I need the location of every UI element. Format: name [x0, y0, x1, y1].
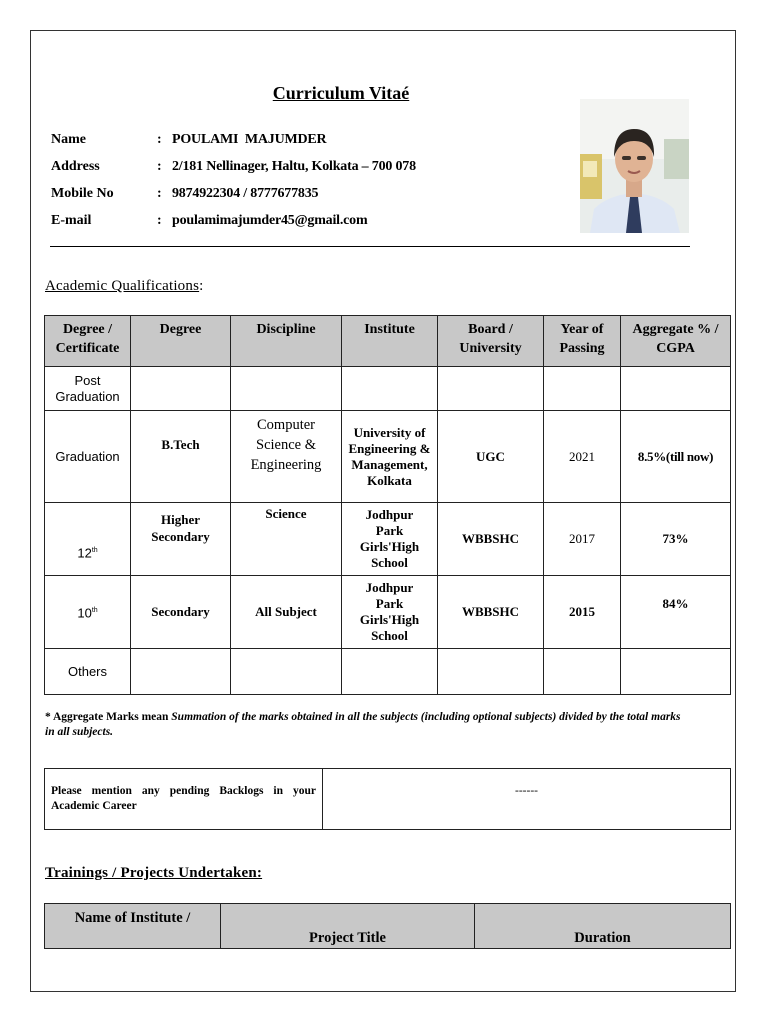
trainings-table [44, 903, 731, 949]
cell-level-suffix: th [91, 606, 98, 614]
cell-year [544, 649, 621, 695]
cell-aggregate [621, 367, 731, 411]
cell-level-suffix: th [91, 546, 98, 554]
mobile-label: Mobile No [51, 186, 114, 201]
academic-heading-text: Academic Qualifications [45, 278, 200, 294]
colon: : [157, 186, 162, 201]
cell-aggregate [621, 649, 731, 695]
trainings-heading: Trainings / Projects Undertaken: [45, 865, 263, 881]
cell-board [438, 649, 544, 695]
cell-degree: B.Tech [131, 411, 231, 503]
cell-board: UGC [438, 411, 544, 503]
address-value: 2/181 Nellinager, Haltu, Kolkata – 700 078 [172, 159, 416, 174]
mobile-value: 9874922304 / 8777677835 [172, 186, 319, 201]
academic-header-row [45, 316, 731, 367]
cell-board: WBBSHC [438, 576, 544, 649]
cell-institute: Jodhpur Park Girls'High School [342, 576, 438, 649]
cell-degree: Secondary [131, 576, 231, 649]
table-row [45, 411, 731, 503]
cell-degree [131, 649, 231, 695]
col-header-institute: Institute [342, 316, 438, 367]
table-row [45, 503, 731, 576]
footnote-star: * [45, 711, 51, 723]
cell-institute [342, 367, 438, 411]
aggregate-footnote [45, 710, 685, 740]
cell-level [45, 576, 131, 649]
academic-heading-colon: : [199, 278, 204, 294]
cell-institute: University of Engineering & Management, Kolkata [342, 411, 438, 503]
cell-year: 2021 [544, 411, 621, 503]
backlog-answer: ------ [323, 769, 731, 830]
col-header-year: Year of Passing [544, 316, 621, 367]
footnote-italic-text: Summation of the marks obtained in all the subjects (including optional subjects) divided by the total marks in all subjects. [45, 711, 681, 738]
backlog-table [44, 768, 731, 830]
cell-discipline [231, 367, 342, 411]
cell-institute: Jodhpur Park Girls'High School [342, 503, 438, 576]
colon: : [157, 213, 162, 228]
cell-degree [131, 367, 231, 411]
col-header-project-title: Project Title [221, 904, 475, 949]
cell-aggregate: 8.5%(till now) [621, 411, 731, 503]
cell-level: Others [45, 649, 131, 695]
cell-discipline: Science [231, 503, 342, 576]
academic-table [44, 315, 731, 695]
col-header-duration: Duration [475, 904, 731, 949]
cell-institute [342, 649, 438, 695]
col-header-aggregate: Aggregate % / CGPA [621, 316, 731, 367]
cell-level-number: 12 [77, 545, 92, 560]
backlog-question: Please mention any pending Backlogs in your Academic Career [45, 769, 323, 830]
colon: : [157, 159, 162, 174]
cell-level [45, 503, 131, 576]
cell-level: Graduation [45, 411, 131, 503]
cell-level: Post Graduation [45, 367, 131, 411]
colon: : [157, 132, 162, 147]
col-header-degree: Degree [131, 316, 231, 367]
cell-aggregate: 84% [621, 576, 731, 649]
profile-photo [580, 99, 689, 233]
cell-discipline: All Subject [231, 576, 342, 649]
address-label: Address [51, 159, 100, 174]
header-divider [50, 246, 690, 247]
col-header-degree-certificate: Degree / Certificate [45, 316, 131, 367]
academic-heading [45, 278, 204, 295]
cell-board: WBBSHC [438, 503, 544, 576]
cell-discipline [231, 649, 342, 695]
col-header-discipline: Discipline [231, 316, 342, 367]
name-label: Name [51, 132, 86, 147]
cell-year: 2015 [544, 576, 621, 649]
table-row [45, 649, 731, 695]
cell-year [544, 367, 621, 411]
cell-year: 2017 [544, 503, 621, 576]
cell-discipline: Computer Science & Engineering [231, 411, 342, 503]
name-value: POULAMI MAJUMDER [172, 132, 327, 147]
trainings-header-row [45, 904, 731, 949]
table-row [45, 576, 731, 649]
cell-aggregate: 73% [621, 503, 731, 576]
col-header-institute-name: Name of Institute / [45, 904, 221, 949]
profile-photo-image [580, 99, 689, 233]
email-value: poulamimajumder45@gmail.com [172, 213, 368, 228]
cell-board [438, 367, 544, 411]
col-header-board: Board / University [438, 316, 544, 367]
cell-level-number: 10 [77, 605, 92, 621]
cell-degree: Higher Secondary [131, 503, 231, 576]
page-title: Curriculum Vitaé [272, 83, 410, 103]
footnote-bold-text: Aggregate Marks mean [53, 711, 169, 723]
table-row [45, 367, 731, 411]
email-label: E-mail [51, 213, 92, 228]
